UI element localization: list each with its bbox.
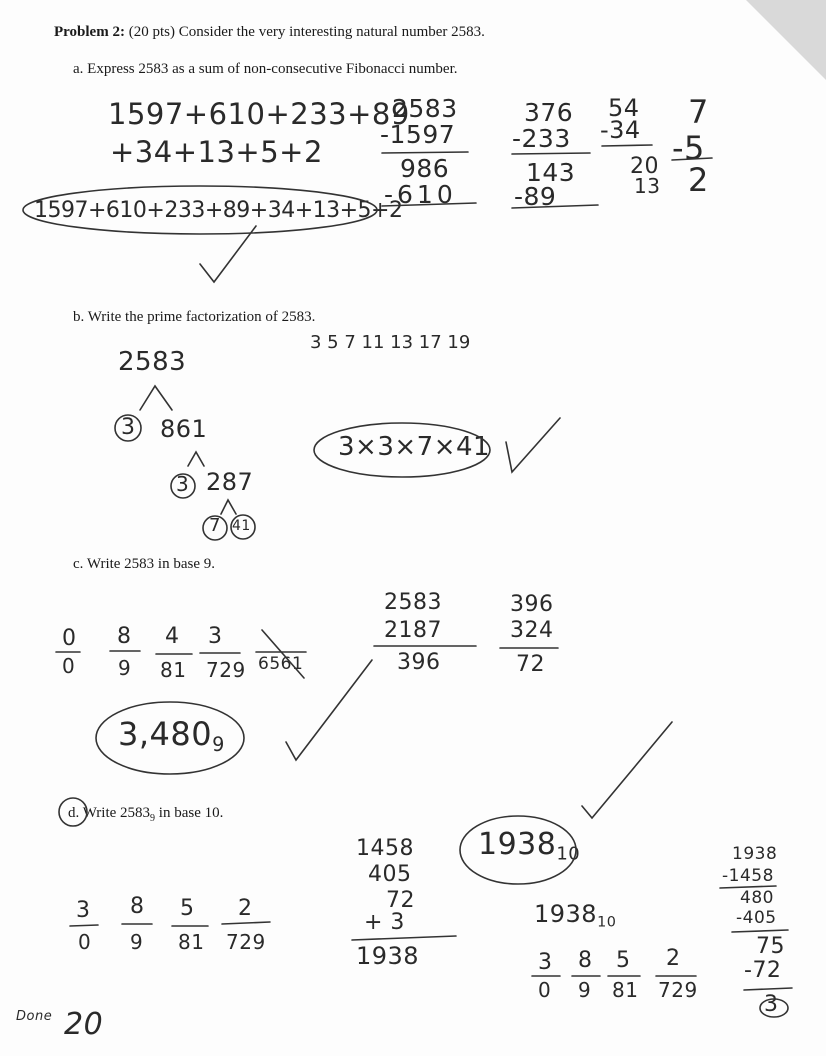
c-checkmark — [286, 660, 372, 760]
part-c-prompt: c. Write 2583 in base 9. — [73, 556, 216, 572]
c-place-4: 6561 — [258, 654, 304, 674]
d-checkmark — [582, 722, 672, 818]
problem-intro: (20 pts) Consider the very interesting natural number 2583. — [128, 24, 485, 40]
part-d-text: Write 2583 — [82, 805, 151, 821]
a-sub1-3: -610 — [384, 180, 457, 209]
a-sub3-2: 20 — [630, 154, 659, 179]
footer-score: 20 — [64, 1007, 104, 1042]
a-work-line2: +34+13+5+2 — [110, 135, 323, 169]
d-sum-bar — [352, 936, 456, 940]
d-answer2 — [534, 902, 616, 930]
b-tree-f1: 3 — [121, 415, 136, 440]
b-tree-f4: 41 — [232, 518, 251, 534]
d-check-3: -405 — [736, 908, 777, 928]
d-sum-total: 1938 — [356, 942, 420, 970]
a-sub2-1: -233 — [512, 124, 571, 153]
a-sub2-0: 376 — [524, 98, 574, 127]
part-d-letter: d. — [68, 805, 80, 821]
d-check-1: -1458 — [722, 866, 774, 886]
c-answer — [118, 715, 225, 756]
c-digit-2: 4 — [165, 624, 180, 649]
a-sub2-3: -89 — [514, 182, 557, 211]
b-tree-root: 2583 — [118, 347, 187, 377]
a-sub1-0: 2583 — [392, 94, 458, 123]
c-place-0: 0 — [62, 654, 76, 678]
a-sub3-1: -34 — [600, 116, 641, 144]
a-checkmark — [200, 226, 256, 282]
d-digit-left-3: 2 — [238, 896, 253, 921]
d-check-5: -72 — [744, 958, 782, 983]
c-sub1-2: 396 — [397, 650, 441, 675]
b-tree-f3: 7 — [209, 515, 221, 536]
d-check-4: 75 — [756, 934, 785, 959]
d-sum-0: 1458 — [356, 836, 414, 861]
c-sub1-0: 2583 — [384, 590, 442, 615]
d-digit-left-1: 8 — [130, 894, 145, 919]
a-sub2-2: 143 — [526, 158, 576, 187]
a-sub3-3: 13 — [634, 174, 661, 198]
c-place-1: 9 — [118, 656, 132, 680]
d-check-bar2 — [732, 930, 788, 932]
d-check-0: 1938 — [732, 844, 778, 864]
b-tree-n1: 861 — [160, 415, 208, 443]
d-answer — [478, 827, 581, 865]
d-digit-right-2: 5 — [616, 948, 631, 973]
problem-header — [54, 24, 485, 41]
c-answer-value: 3,480 — [118, 715, 213, 753]
page-corner-fold — [746, 0, 826, 80]
b-tree-branch3 — [221, 500, 236, 514]
c-place-2: 81 — [160, 658, 187, 682]
d-place-right-0: 0 — [538, 978, 552, 1002]
d-bar-left-3 — [222, 922, 270, 924]
a-sub1-1: -1597 — [380, 120, 456, 149]
d-digit-right-3: 2 — [666, 946, 681, 971]
d-check-bar3 — [744, 988, 792, 990]
part-d-prompt — [68, 805, 223, 824]
b-tree-branch2 — [188, 452, 204, 466]
a-sub1-bar — [382, 152, 468, 153]
a-answer: 1597+610+233+89+34+13+5+2 — [34, 198, 403, 223]
d-place-left-1: 9 — [130, 930, 144, 954]
d-bar-left-0 — [70, 925, 98, 926]
d-sum-3: + 3 — [364, 910, 405, 935]
d-place-right-2: 81 — [612, 978, 639, 1002]
c-sub2-1: 324 — [510, 618, 554, 643]
a-sub1-2: 986 — [400, 154, 450, 183]
c-digit-0: 0 — [62, 626, 77, 651]
d-digit-right-0: 3 — [538, 950, 553, 975]
d-sum-2: 72 — [386, 888, 415, 913]
d-digit-right-1: 8 — [578, 948, 593, 973]
d-place-right-3: 729 — [658, 978, 698, 1002]
a-sub4-1: -5 — [672, 129, 705, 167]
footer-note: Done — [16, 1009, 53, 1024]
b-checkmark — [506, 418, 560, 472]
b-tree-f2: 3 — [176, 472, 190, 496]
d-check-6: 3 — [764, 992, 779, 1017]
problem-heading: Problem 2: — [54, 24, 125, 40]
d-answer2-base: 10 — [597, 914, 617, 931]
c-answer-base: 9 — [212, 732, 225, 756]
c-digit-1: 8 — [117, 624, 132, 649]
part-a-prompt: a. Express 2583 as a sum of non-consecutive Fibonacci number. — [73, 61, 458, 77]
d-place-left-0: 0 — [78, 930, 92, 954]
a-sub4-2: 2 — [688, 161, 709, 199]
a-work-line1: 1597+610+233+89 — [108, 97, 410, 131]
d-place-right-1: 9 — [578, 978, 592, 1002]
b-answer: 3×3×7×41 — [338, 432, 491, 462]
a-sub3-bar — [602, 145, 652, 146]
d-answer-base: 10 — [556, 843, 581, 865]
d-digit-left-2: 5 — [180, 896, 195, 921]
a-sub3-0: 54 — [608, 94, 640, 122]
d-sum-1: 405 — [368, 862, 412, 887]
d-place-left-2: 81 — [178, 930, 205, 954]
d-check-2: 480 — [740, 888, 774, 908]
c-digit-3: 3 — [208, 624, 223, 649]
part-d-base-sub: 9 — [150, 813, 156, 824]
c-sub2-2: 72 — [516, 652, 545, 677]
part-d-tail: in base 10. — [158, 805, 224, 821]
a-sub4-0: 7 — [688, 93, 709, 131]
b-tree-branch1 — [140, 386, 172, 410]
a-sub2-bar — [512, 153, 590, 154]
c-sub2-0: 396 — [510, 592, 554, 617]
c-place-3: 729 — [206, 658, 246, 682]
b-primes-list: 3 5 7 11 13 17 19 — [310, 332, 471, 353]
d-place-left-3: 729 — [226, 930, 266, 954]
b-tree-n2: 287 — [206, 468, 254, 496]
d-answer-value: 1938 — [478, 827, 557, 862]
d-answer2-value: 1938 — [534, 900, 598, 928]
c-sub1-1: 2187 — [384, 618, 442, 643]
d-digit-left-0: 3 — [76, 898, 91, 923]
part-b-prompt: b. Write the prime factorization of 2583. — [73, 309, 316, 325]
